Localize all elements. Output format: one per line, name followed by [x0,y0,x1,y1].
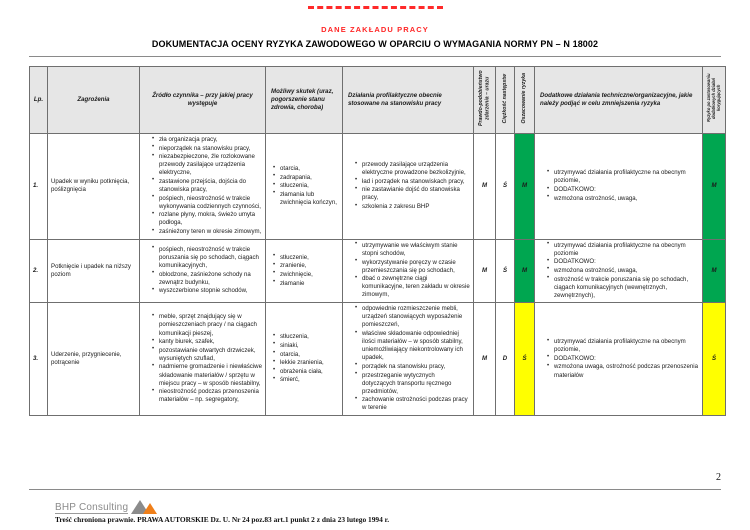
row-probability: M [474,239,496,303]
list-item: • zranienie, [273,262,339,270]
list-item: • otarcia, [273,351,339,359]
row-probability: M [474,303,496,416]
list-item: • utrzymywać działania profilaktyczne na obecnym poziomie [547,242,699,258]
current-actions-list [346,305,470,412]
row-effect [266,303,343,416]
list-item: • utrzymywać działania profilaktyczne na obecnym poziomie, [547,169,699,185]
list-item: • pozostawianie otwartych drzwiczek, wysuniętych szuflad, [152,347,262,363]
col-header-effect: Możliwy skutek (uraz, pogorszenie stanu zdrowia, choroba) [266,67,343,134]
row-residual-risk: Ś [703,303,726,416]
additional-actions-list [538,169,699,202]
list-item: • stłuczenie, [273,254,339,262]
list-item: • wzmożona ostrożność, uwaga, [547,267,699,275]
additional-actions-note: • DODATKOWO: [547,186,699,194]
footer-logo-area [55,500,390,525]
row-risk-estimate: Ś [515,303,535,416]
row-number: 3. [30,303,48,416]
table-row [30,134,726,240]
list-item: • śmierć, [273,376,339,384]
list-item: • ład i porządek na stanowiskach pracy, [355,178,470,186]
list-item: • zaśnieżony teren w okresie zimowym, [152,228,262,236]
current-actions-list [346,161,470,211]
additional-actions-note: • DODATKOWO: [547,258,699,266]
row-severity: D [496,303,515,416]
row-additional-actions [535,239,703,303]
list-item: • zadrapania, [273,174,339,182]
list-item: • złamanie [273,280,339,288]
list-item: • nadmierne gromadzenie i niewłaściwe składowanie materiałów / sprzętu w miejscu pracy – w sposób niestabilny, [152,363,262,387]
row-effect [266,239,343,303]
page-title: DOKUMENTACJA OCENY RYZYKA ZAWODOWEGO W OPARCIU O WYMAGANIA NORMY PN – N 18002 [151,39,599,49]
col-header-severity-text: Ciężkość następstw [501,73,508,124]
row-current-actions [343,303,474,416]
copyright-notice: Treść chroniona prawnie. PRAWA AUTORSKIE Dz. U. Nr 24 poz.83 art.1 punkt 2 z dnia 23 lutego 1994 r. [55,515,390,524]
redacted-company-name [308,6,443,12]
row-source [140,134,266,240]
effect-list [269,333,339,384]
row-source [140,239,266,303]
col-header-residual-risk-text: Ryzyko po zastosowaniu dodatkowych działań korygujących [705,74,721,123]
list-item: • wyszczerbione stopnie schodów, [152,287,262,295]
list-item: • nie zastawianie dojść do stanowiska pracy, [355,186,470,202]
page-number: 2 [716,472,721,483]
list-item: • wykorzystywanie poręczy w czasie przemieszczania się po schodach, [355,259,470,275]
row-hazard: Potknięcie i upadek na niższy poziom [48,239,140,303]
row-residual-risk: M [703,134,726,240]
list-item: • nieporządek na stanowisku pracy, [152,145,262,153]
row-source [140,303,266,416]
row-risk-estimate: M [515,239,535,303]
table-header-row [30,67,726,134]
list-item: • dbać o zewnętrzne ciągi komunikacyjne, teren zakładu w okresie zimowym, [355,275,470,299]
risk-assessment-table-wrap [29,66,721,416]
col-header-risk-estimate-text: Oszacowanie ryzyka [521,73,528,124]
list-item: • lekkie zranienia, [273,359,339,367]
col-header-additional-actions: Dodatkowe działania techniczne/organizacyjne, jakie należy podjąć w celu zmniejszenia ryzyka [535,67,703,134]
row-number: 2. [30,239,48,303]
col-header-source: Źródło czynnika – przy jakiej pracy występuje [140,67,266,134]
header-divider [29,56,721,57]
footer-divider [29,489,721,490]
additional-actions-note: • DODATKOWO: [547,355,699,363]
document-header [0,0,750,49]
list-item: • niezabezpieczone, źle rozlokowane przewody zasilające urządzenia elektryczne, [152,153,262,177]
list-item: • obrażenia ciała, [273,368,339,376]
list-item: • odpowiednie rozmieszczenie mebli, urządzeń stanowiących wyposażenie pomieszczeń, [355,305,470,329]
list-item: • meble, sprzęt znajdujący się w pomieszczeniach pracy / na ciągach komunikacji pieszej, [152,313,262,337]
col-header-lp: Lp. [30,67,48,134]
row-number: 1. [30,134,48,240]
list-item: • zła organizacja pracy, [152,136,262,144]
row-current-actions [343,134,474,240]
col-header-current-actions: Działania profilaktyczne obecnie stosowane na stanowisku pracy [343,67,474,134]
list-item: • szkolenia z zakresu BHP [355,203,470,211]
list-item: • zachowanie ostrożności podczas pracy w terenie [355,396,470,412]
risk-assessment-table [29,66,726,416]
list-item: • utrzymywanie we właściwym stanie stopni schodów, [355,242,470,258]
table-body [30,134,726,416]
list-item: • przestrzeganie wytycznych dotyczących transportu ręcznego przedmiotów, [355,372,470,396]
additional-actions-list [538,242,699,300]
list-item: • złamania lub zwichnięcia kończyn, [273,191,339,207]
source-list [143,136,262,236]
list-item: • kanty biurek, szafek, [152,338,262,346]
col-header-severity [496,67,515,134]
list-item: • przewody zasilające urządzenia elektryczne prowadzone bezkolizyjnie, [355,161,470,177]
table-row [30,239,726,303]
list-item: • pośpiech, nieostrożność w trakcie poruszania się po schodach, ciągach komunikacyjnych, [152,246,262,270]
list-item: • oblodzone, zaśnieżone schody na zewnątrz budynku, [152,271,262,287]
list-item: • stłuczenia, [273,333,339,341]
row-hazard: Upadek w wyniku potknięcia, poślizgnięcia [48,134,140,240]
col-header-hazards: Zagrożenia [48,67,140,134]
list-item: • siniaki, [273,342,339,350]
col-header-residual-risk [703,67,726,134]
effect-list [269,165,339,207]
list-item: • zastawione przejścia, dojścia do stanowiska pracy, [152,178,262,194]
company-logo-text: BHP Consulting [55,501,129,513]
row-additional-actions [535,134,703,240]
additional-actions-list [538,338,699,379]
source-list [143,313,262,404]
list-item: • zwichnięcie, [273,271,339,279]
row-residual-risk: M [703,239,726,303]
header-subtitle: DANE ZAKŁADU PRACY [321,25,429,34]
source-list [143,246,262,296]
list-item: • wzmożona ostrożność, uwaga, [547,195,699,203]
row-risk-estimate: M [515,134,535,240]
list-item: • otarcia, [273,165,339,173]
list-item: • ostrożność w trakcie poruszania się po schodach, ciągach komunikacyjnych (wewnętrznych, zewnętrznych), [547,276,699,300]
list-item: • rozlane płyny, mokra, świeżo umyta podłoga, [152,211,262,227]
row-severity: Ś [496,134,515,240]
list-item: • wzmożona uwaga, ostrożność podczas przenoszenia materiałów [547,363,699,379]
row-effect [266,134,343,240]
list-item: • nieostrożność podczas przenoszenia materiałów – np. segregatory, [152,388,262,404]
current-actions-list [346,242,470,300]
list-item: • właściwe składowanie odpowiedniej ilości materiałów – w sposób stabilny, uniemożliwiający niekontrolowany ich upadek, [355,330,470,362]
list-item: • pośpiech, nieostrożność w trakcie wykonywania codziennych czynności, [152,195,262,211]
list-item: • stłuczenia, [273,182,339,190]
effect-list [269,254,339,288]
mountain-chevron-icon [131,500,157,514]
row-hazard: Uderzenie, przygniecenie, potrącenie [48,303,140,416]
list-item: • utrzymywać działania profilaktyczne na obecnym poziomie, [547,338,699,354]
col-header-probability-text: Prawdo-podobieństwo zdarzenia – urazu [478,70,491,127]
row-current-actions [343,239,474,303]
list-item: • porządek na stanowisku pracy, [355,363,470,371]
col-header-probability [474,67,496,134]
col-header-risk-estimate [515,67,535,134]
table-row [30,303,726,416]
row-severity: Ś [496,239,515,303]
row-probability: M [474,134,496,240]
row-additional-actions [535,303,703,416]
